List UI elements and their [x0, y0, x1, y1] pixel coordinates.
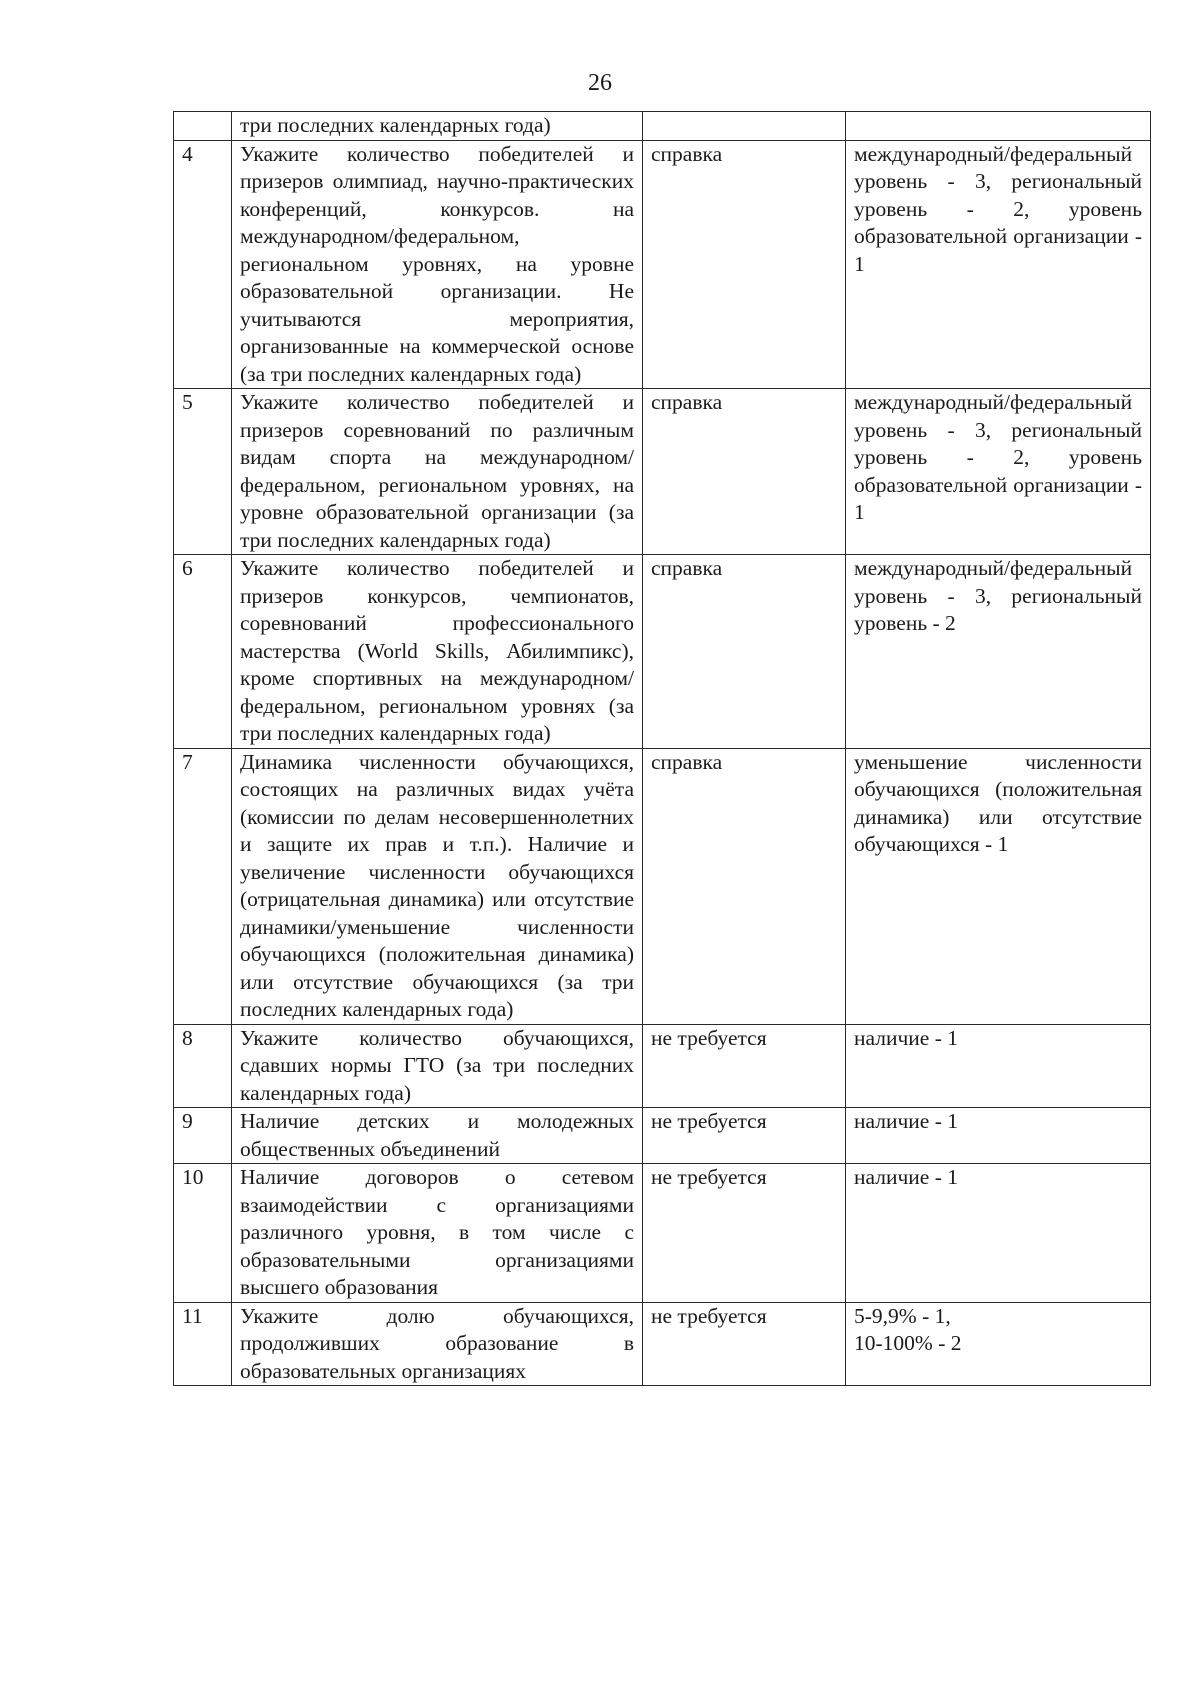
cell-score: наличие - 1	[846, 1164, 1151, 1303]
cell-document: справка	[643, 389, 846, 555]
page-number: 26	[588, 70, 612, 96]
cell-criterion: Укажите количество обучающихся, сдавших нормы ГТО (за три последних календарных года)	[232, 1024, 643, 1108]
cell-score: международный/федеральный уровень - 3, региональный уровень - 2, уровень образовательной организации - 1	[846, 140, 1151, 389]
cell-criterion: Укажите количество победителей и призеров конкурсов, чемпионатов, соревнований профессионального мастерства (World Skills, Абилимпикс), кроме спортивных на международном/федеральном, региональном уровнях (за три последних календарных года)	[232, 555, 643, 749]
cell-num: 4	[174, 140, 232, 389]
cell-score: международный/федеральный уровень - 3, региональный уровень - 2, уровень образовательной организации - 1	[846, 389, 1151, 555]
cell-criterion: Динамика численности обучающихся, состоящих на различных видах учёта (комиссии по делам несовершеннолетних и защите их прав и т.п.). Наличие и увеличение численности обучающихся (отрицательная динамика) или отсутствие динамики/уменьшение численности обучающихся (положительная динамика) или отсутствие обучающихся (за три последних календарных года)	[232, 748, 643, 1024]
cell-document: не требуется	[643, 1024, 846, 1108]
cell-score: международный/федеральный уровень - 3, региональный уровень - 2	[846, 555, 1151, 749]
table-row	[174, 389, 1151, 555]
cell-num: 11	[174, 1302, 232, 1386]
cell-document: справка	[643, 555, 846, 749]
cell-num: 10	[174, 1164, 232, 1303]
cell-num	[174, 112, 232, 141]
cell-num: 5	[174, 389, 232, 555]
score-line: 10-100% - 2	[854, 1331, 962, 1355]
cell-document: справка	[643, 140, 846, 389]
cell-num: 6	[174, 555, 232, 749]
table-row	[174, 140, 1151, 389]
cell-criterion: Укажите количество победителей и призеров олимпиад, научно-практических конференций, конкурсов. на международном/федеральном, региональном уровнях, на уровне образовательной организации. Не учитываются мероприятия, организованные на коммерческой основе (за три последних календарных года)	[232, 140, 643, 389]
cell-document: не требуется	[643, 1302, 846, 1386]
cell-document: не требуется	[643, 1164, 846, 1303]
table-row	[174, 1108, 1151, 1164]
cell-num: 8	[174, 1024, 232, 1108]
cell-score	[846, 1302, 1151, 1386]
cell-criterion: Укажите долю обучающихся, продолживших образование в образовательных организациях	[232, 1302, 643, 1386]
cell-criterion: Укажите количество победителей и призеров соревнований по различным видам спорта на международном/федеральном, региональном уровнях, на уровне образовательной организации (за три последних календарных года)	[232, 389, 643, 555]
table-row	[174, 1302, 1151, 1386]
cell-criterion: Наличие детских и молодежных общественных объединений	[232, 1108, 643, 1164]
table-row	[174, 748, 1151, 1024]
cell-document: справка	[643, 748, 846, 1024]
table-row	[174, 1024, 1151, 1108]
cell-num: 7	[174, 748, 232, 1024]
cell-score	[846, 112, 1151, 141]
cell-criterion: три последних календарных года)	[232, 112, 643, 141]
criteria-table	[173, 111, 1151, 1386]
score-line: 5-9,9% - 1,	[854, 1303, 951, 1328]
table-row	[174, 1164, 1151, 1303]
cell-document	[643, 112, 846, 141]
cell-criterion: Наличие договоров о сетевом взаимодействии с организациями различного уровня, в том числе с образовательными организациями высшего образования	[232, 1164, 643, 1303]
table-row	[174, 555, 1151, 749]
cell-num: 9	[174, 1108, 232, 1164]
table-row-continuation	[174, 112, 1151, 141]
cell-document: не требуется	[643, 1108, 846, 1164]
cell-score: наличие - 1	[846, 1108, 1151, 1164]
cell-score: наличие - 1	[846, 1024, 1151, 1108]
cell-score: уменьшение численности обучающихся (положительная динамика) или отсутствие обучающихся - 1	[846, 748, 1151, 1024]
